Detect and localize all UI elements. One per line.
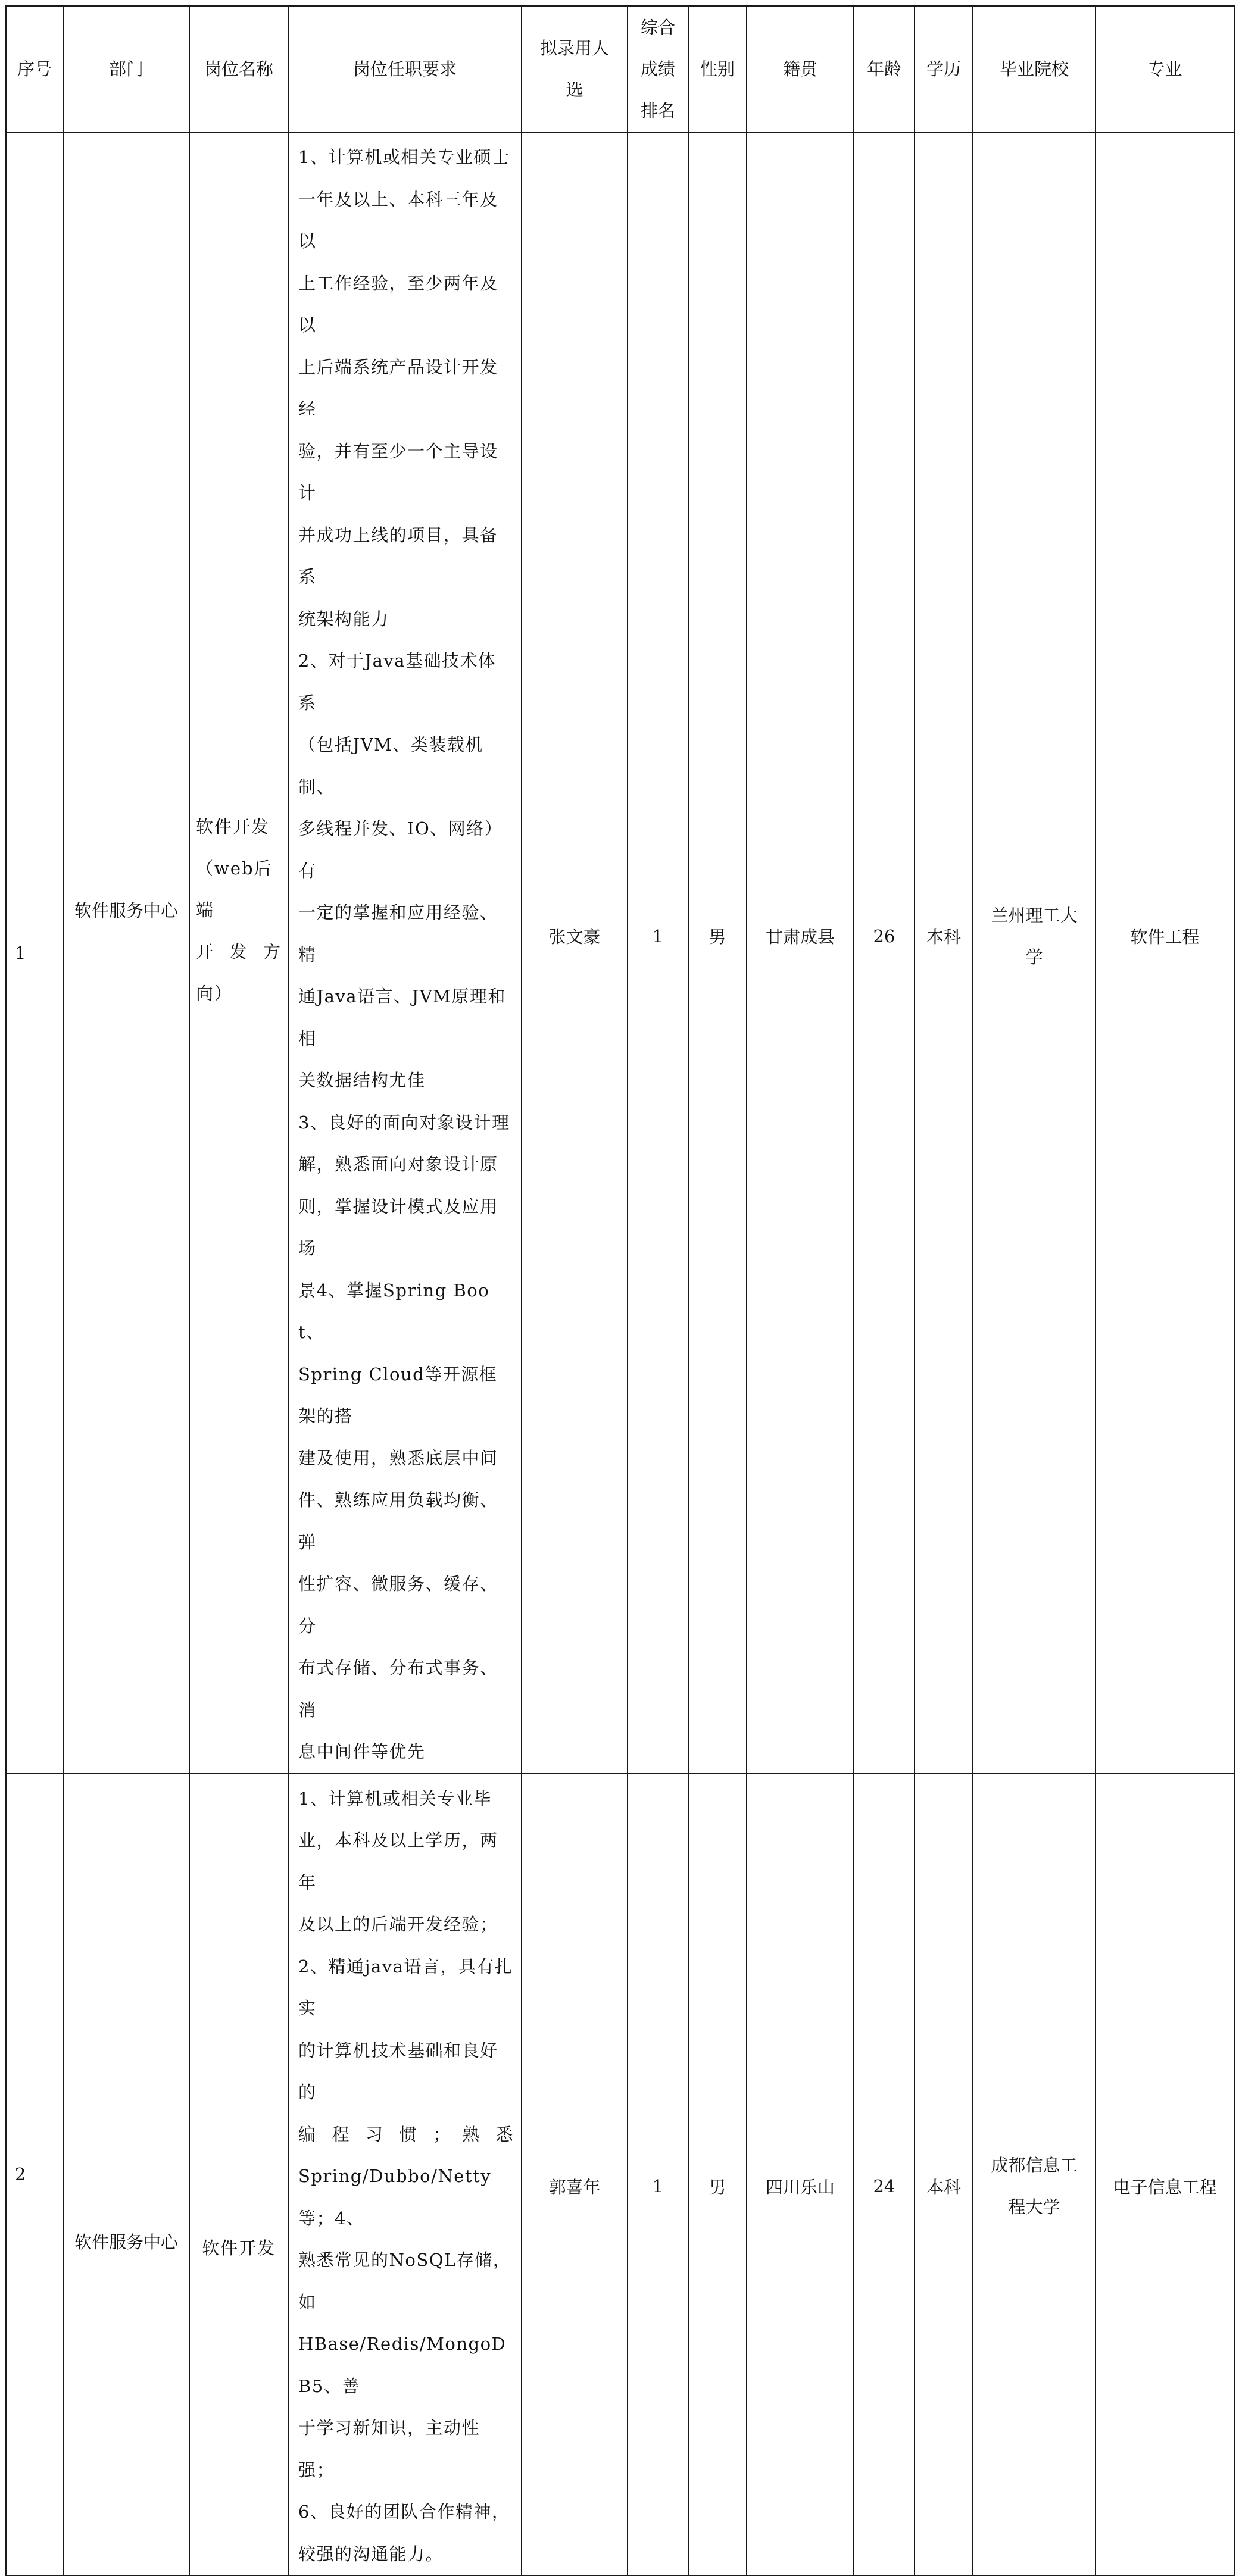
header-education: 学历 [915, 6, 973, 132]
header-age: 年龄 [854, 6, 915, 132]
position-line: 软件开发 [201, 2238, 276, 2259]
age-value: 26 [873, 926, 895, 946]
header-rank-line2: 成绩 [640, 59, 675, 79]
cell-age [854, 132, 915, 1774]
cell-major [1096, 132, 1234, 1774]
age-value: 24 [873, 2176, 895, 2197]
requirement-line: 布式存储、分布式事务、消 [298, 1658, 498, 1720]
cell-rank [628, 1774, 688, 2576]
header-major: 专业 [1096, 6, 1234, 132]
gender-value: 男 [709, 2177, 726, 2197]
requirement-line: 2、精通java语言，具有扎实 [298, 1956, 513, 2018]
cell-dept-text: 软件服务中心 [74, 901, 178, 921]
cell-education [915, 1774, 973, 2576]
cell-dept [63, 1774, 189, 2576]
position-line: 软件开发 [196, 816, 270, 837]
requirement-line: 景4、掌握Spring Boot、 [298, 1280, 490, 1342]
school-line: 学 [1025, 946, 1043, 967]
requirement-line: （包括JVM、类装载机制、 [298, 734, 483, 797]
cell-origin [747, 132, 854, 1774]
requirement-line: 并成功上线的项目，具备系 [298, 524, 498, 587]
header-candidate-line2: 选 [566, 80, 583, 100]
requirement-line: 解，熟悉面向对象设计原 [298, 1154, 498, 1174]
position-line: （web后端 [196, 858, 273, 920]
header-origin: 籍贯 [747, 6, 854, 132]
requirement-line: 编 程 习 惯 ； 熟 悉 [298, 2124, 514, 2144]
cell-school [973, 1774, 1096, 2576]
requirement-line: 上后端系统产品设计开发经 [298, 357, 498, 419]
requirement-line: 业，本科及以上学历，两年 [298, 1830, 498, 1893]
recruitment-table [5, 5, 1235, 2576]
position-line: 开 发 方 [196, 941, 282, 962]
requirement-line: 1、计算机或相关专业硕士 [298, 147, 510, 167]
requirement-line: 多线程并发、IO、网络）有 [298, 818, 503, 881]
cell-gender [688, 132, 747, 1774]
requirement-line: HBase/Redis/MongoDB5、善 [298, 2334, 507, 2396]
header-position: 岗位名称 [189, 6, 288, 132]
cell-dept-text: 软件服务中心 [74, 2231, 178, 2252]
requirement-line: 3、良好的面向对象设计理 [298, 1112, 510, 1133]
rank-value: 1 [652, 2176, 664, 2197]
cell-dept [63, 132, 189, 1774]
cell-position [189, 1774, 288, 2576]
requirement-line: 于学习新知识，主动性强； [298, 2418, 480, 2480]
table-row [6, 1774, 1234, 2576]
header-rank [628, 6, 688, 132]
requirement-line: Spring Cloud等开源框架的搭 [298, 1364, 498, 1426]
table-row [6, 132, 1234, 1774]
requirement-line: 及以上的后端开发经验； [298, 1914, 498, 1934]
requirement-line: 的计算机技术基础和良好的 [298, 2040, 498, 2102]
requirement-line: 6、良好的团队合作精神， [298, 2502, 510, 2522]
requirement-line: 1、计算机或相关专业毕 [298, 1788, 492, 1809]
requirement-line: 2、对于Java基础技术体系 [298, 651, 497, 713]
cell-position [189, 132, 288, 1774]
header-candidate [522, 6, 628, 132]
cell-education [915, 132, 973, 1774]
requirement-line: 息中间件等优先 [298, 1742, 426, 1762]
rank-value: 1 [652, 926, 664, 946]
origin-value: 甘肃成县 [765, 927, 835, 948]
candidate-name: 郭喜年 [548, 2177, 601, 2197]
education-value: 本科 [926, 2177, 961, 2197]
requirement-line: 关数据结构尤佳 [298, 1070, 426, 1090]
requirement-line: 一年及以上、本科三年及以 [298, 189, 498, 251]
requirement-line: 则，掌握设计模式及应用场 [298, 1196, 498, 1258]
table-header-row [6, 6, 1234, 132]
cell-seq: 1 [6, 132, 63, 1774]
gender-value: 男 [709, 927, 726, 948]
header-seq: 序号 [6, 6, 63, 132]
school-line: 程大学 [1008, 2197, 1060, 2218]
cell-seq: 2 [6, 1774, 63, 2576]
requirement-line: 性扩容、微服务、缓存、分 [298, 1574, 498, 1636]
candidate-name: 张文豪 [548, 927, 601, 948]
header-requirements: 岗位任职要求 [288, 6, 522, 132]
cell-major [1096, 1774, 1234, 2576]
cell-gender [688, 1774, 747, 2576]
header-school: 毕业院校 [973, 6, 1096, 132]
requirement-line: 统架构能力 [298, 608, 389, 629]
requirement-line: 通Java语言、JVM原理和相 [298, 986, 506, 1049]
origin-value: 四川乐山 [765, 2177, 835, 2197]
cell-candidate [522, 132, 628, 1774]
requirement-line: 上工作经验，至少两年及以 [298, 273, 498, 335]
school-line: 成都信息工 [991, 2155, 1078, 2176]
cell-school [973, 132, 1096, 1774]
major-value: 电子信息工程 [1113, 2177, 1217, 2197]
cell-requirements [288, 132, 522, 1774]
requirement-line: 较强的沟通能力。 [298, 2543, 444, 2564]
requirement-line: 一定的掌握和应用经验、精 [298, 902, 498, 965]
position-line: 向） [196, 983, 233, 1003]
requirement-line: 件、熟练应用负载均衡、弹 [298, 1490, 498, 1552]
requirement-line: Spring/Dubbo/Netty等；4、 [298, 2166, 492, 2228]
cell-rank [628, 132, 688, 1774]
header-dept: 部门 [63, 6, 189, 132]
header-rank-line3: 排名 [640, 101, 675, 121]
requirement-line: 建及使用，熟悉底层中间 [298, 1448, 498, 1468]
major-value: 软件工程 [1130, 927, 1200, 948]
education-value: 本科 [926, 927, 961, 948]
header-candidate-line1: 拟录用人 [539, 38, 609, 58]
cell-age [854, 1774, 915, 2576]
header-gender: 性别 [688, 6, 747, 132]
cell-requirements [288, 1774, 522, 2576]
school-line: 兰州理工大 [991, 905, 1078, 926]
header-rank-line1: 综合 [640, 17, 675, 37]
requirement-line: 熟悉常见的NoSQL存储，如 [298, 2250, 511, 2312]
cell-candidate [522, 1774, 628, 2576]
cell-origin [747, 1774, 854, 2576]
requirement-line: 验，并有至少一个主导设计 [298, 440, 498, 503]
